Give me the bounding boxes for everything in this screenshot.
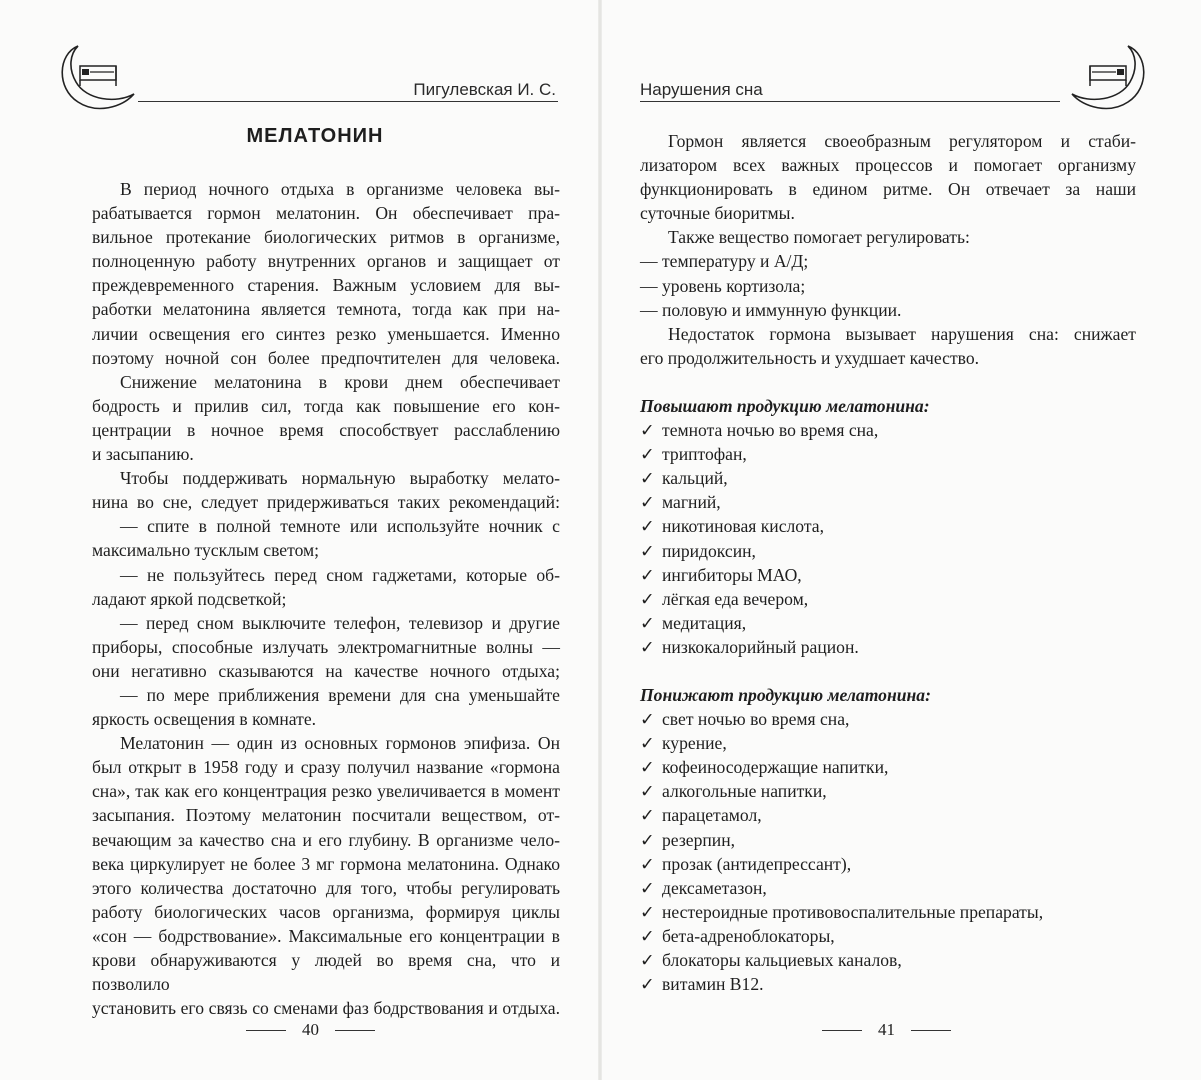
running-header: Пигулевская И. С. [413,80,556,99]
list-item [640,635,1136,659]
checkmark-icon: ✓ [640,781,655,802]
text-line: — перед сном выключите телефон, телевизор и другие [120,612,560,633]
checkmark-icon: ✓ [640,757,655,778]
list-item [640,611,1136,635]
list-item-label: ингибиторы МАО, [662,564,802,585]
list-item [640,924,1136,948]
page-number-dash [246,1030,286,1031]
header-rule [640,101,1060,102]
text-line: века циркулирует не более 3 мг гормона мелатонина. Однако [92,853,560,874]
left-page [0,0,600,1080]
checkmark-icon: ✓ [640,540,655,561]
text-line: лизатором всех важных процессов и помогает организму [640,155,1136,176]
list-item [640,514,1136,538]
list-item [640,563,1136,587]
text-line: — половую и иммунную функции. [640,299,902,320]
text-line: засыпания. Поэтому мелатонин посчитали веществом, от- [92,805,560,826]
text-line: был открыт в 1958 году и сразу получил название «гормона [92,757,560,778]
list-item [640,490,1136,514]
text-line: суточные биоритмы. [640,203,795,224]
text-line: бодрость и прилив сил, тогда как повышение его кон- [92,395,560,416]
list-item-label: парацетамол, [662,805,762,826]
checkmark-icon: ✓ [640,805,655,826]
checkmark-icon: ✓ [640,588,655,609]
checkmark-icon: ✓ [640,612,655,633]
list-item [640,587,1136,611]
list-item-label: лёгкая еда вечером, [662,588,809,609]
text-line: максимально тусклым светом; [92,540,320,561]
text-line: нина во сне, следует придерживаться таких рекомендаций: [92,492,560,513]
list-item-label: резерпин, [662,829,736,850]
text-line: и засыпанию. [92,444,194,465]
page-number-dash [911,1030,951,1031]
checkmark-icon: ✓ [640,925,655,946]
list-item [640,539,1136,563]
list-item-label: прозак (антидепрессант), [662,853,852,874]
list-item-label: блокаторы кальциевых каналов, [662,950,902,970]
text-line: Мелатонин — один из основных гормонов эпифиза. Он [120,733,560,754]
list-item [640,707,1136,731]
text-line: — уровень кортизола; [640,275,806,296]
list-item-label: алкогольные напитки, [662,781,827,802]
list-item [640,418,1136,442]
text-line: яркость освещения в комнате. [92,709,317,730]
text-line: рабатывается гормон мелатонин. Он обеспечивает пра- [92,203,560,224]
list-item [640,779,1136,803]
list-item [640,852,1136,876]
list-item [640,466,1136,490]
text-line: личии освещения его синтез резко уменьшается. Именно [92,323,560,344]
checkmark-icon: ✓ [640,709,655,730]
list-item [640,948,1136,972]
checkmark-icon: ✓ [640,733,655,754]
text-line: установить его связь со сменами фаз бодрствования и отдыха. [92,998,560,1019]
page-number-footer [806,1020,967,1040]
text-line: крови обнаруживаются у людей во время сна, что и позволило [92,950,560,995]
list-item [640,442,1136,466]
checkmark-icon: ✓ [640,901,655,922]
text-line: — спите в полной темноте или используйте ночник с [120,516,560,537]
list-item-label: темнота ночью во время сна, [662,420,879,441]
moon-bed-emblem-icon [1060,42,1150,112]
list-item-label: кальций, [662,468,728,489]
text-line: они негативно сказываются на качестве ночного отдыха; [92,660,560,681]
list-item-label: курение, [662,733,727,754]
checkmark-icon: ✓ [640,444,655,465]
list-item-label: нестероидные противовоспалительные препараты, [662,901,1044,922]
running-header: Нарушения сна [640,80,763,99]
text-line: функционировать в едином ритме. Он отвечает за наши [640,179,1136,200]
header-rule [138,101,558,102]
checkmark-icon: ✓ [640,877,655,898]
text-line: работу биологических часов организма, формируя циклы [92,901,560,922]
list-item-label: витамин В12. [662,974,764,995]
text-line: этого количества достаточно для того, чтобы регулировать [92,877,560,898]
moon-bed-emblem-icon [56,42,146,112]
text-line: Недостаток гормона вызывает нарушения сна: снижает [668,323,1136,344]
list-item [640,803,1136,827]
text-line: вечающим за качество сна и его глубину. В организме чело- [92,829,560,850]
list-item [640,900,1136,924]
list-item-label: никотиновая кислота, [662,516,824,537]
text-line: — по мере приближения времени для сна уменьшайте [120,684,560,705]
list-item-label: магний, [662,492,721,513]
list-item [640,731,1136,755]
page-number-dash [822,1030,862,1031]
text-line: его продолжительность и ухудшает качество. [640,347,980,368]
text-line: вильное протекание биологических ритмов в организме, [92,227,560,248]
right-body-text [640,129,1136,996]
list-item-label: дексаметазон, [662,877,767,898]
text-line: Гормон является своеобразным регулятором и стаби- [668,131,1136,151]
checkmark-icon: ✓ [640,829,655,850]
list-item-label: медитация, [662,612,747,633]
text-line: — не пользуйтесь перед сном гаджетами, которые об- [120,564,560,585]
left-body-text [92,177,560,1020]
page-number-dash [335,1030,375,1031]
checkmark-icon: ✓ [640,468,655,489]
checkmark-icon: ✓ [640,492,655,513]
list-item [640,876,1136,900]
text-line: Чтобы поддерживать нормальную выработку мелато- [120,468,560,489]
list-item [640,828,1136,852]
text-line: Также вещество помогает регулировать: [668,227,970,248]
list-item-label: пиридоксин, [662,540,756,561]
checkmark-icon: ✓ [640,564,655,585]
list-heading: Повышают продукцию мелатонина: [640,395,930,416]
text-line: преждевременного старения. Важным условием для вы- [92,275,560,296]
list-item-label: бета-адреноблокаторы, [662,925,835,946]
right-page [600,0,1201,1080]
checkmark-icon: ✓ [640,974,655,995]
list-heading: Понижают продукцию мелатонина: [640,684,931,705]
checkmark-icon: ✓ [640,516,655,537]
list-item-label: триптофан, [662,444,747,465]
page-number: 41 [878,1020,895,1039]
checkmark-icon: ✓ [640,420,655,441]
list-item-label: свет ночью во время сна, [662,709,850,730]
text-line: ладают яркой подсветкой; [92,588,287,609]
text-line: работки мелатонина является темнота, тогда как при на- [92,299,560,320]
text-line: Снижение мелатонина в крови днем обеспечивает [120,371,560,392]
checkmark-icon: ✓ [640,636,655,657]
chapter-title: МЕЛАТОНИН [246,125,384,147]
text-line: полноценную работу внутренних органов и защищает от [92,251,560,272]
text-line: приборы, способные излучать электромагнитные волны — [92,636,560,657]
text-line: «сон — бодрствование». Максимальные его концентрации в [92,925,560,946]
text-line: сна», так как его концентрация резко увеличивается в момент [92,781,560,802]
checkmark-icon: ✓ [640,950,655,970]
page-number-footer [230,1020,391,1040]
text-line: центрации в ночное время способствует расслаблению [92,419,560,440]
list-item-label: кофеиносодержащие напитки, [662,757,889,778]
checkmark-icon: ✓ [640,853,655,874]
list-item [640,755,1136,779]
text-line: поэтому ночной сон более предпочтителен для человека. [92,347,560,368]
page-number: 40 [302,1020,319,1039]
text-line: — температуру и А/Д; [640,251,809,272]
list-item [640,972,1136,996]
list-item-label: низкокалорийный рацион. [662,636,859,657]
text-line: В период ночного отдыха в организме человека вы- [120,179,560,199]
